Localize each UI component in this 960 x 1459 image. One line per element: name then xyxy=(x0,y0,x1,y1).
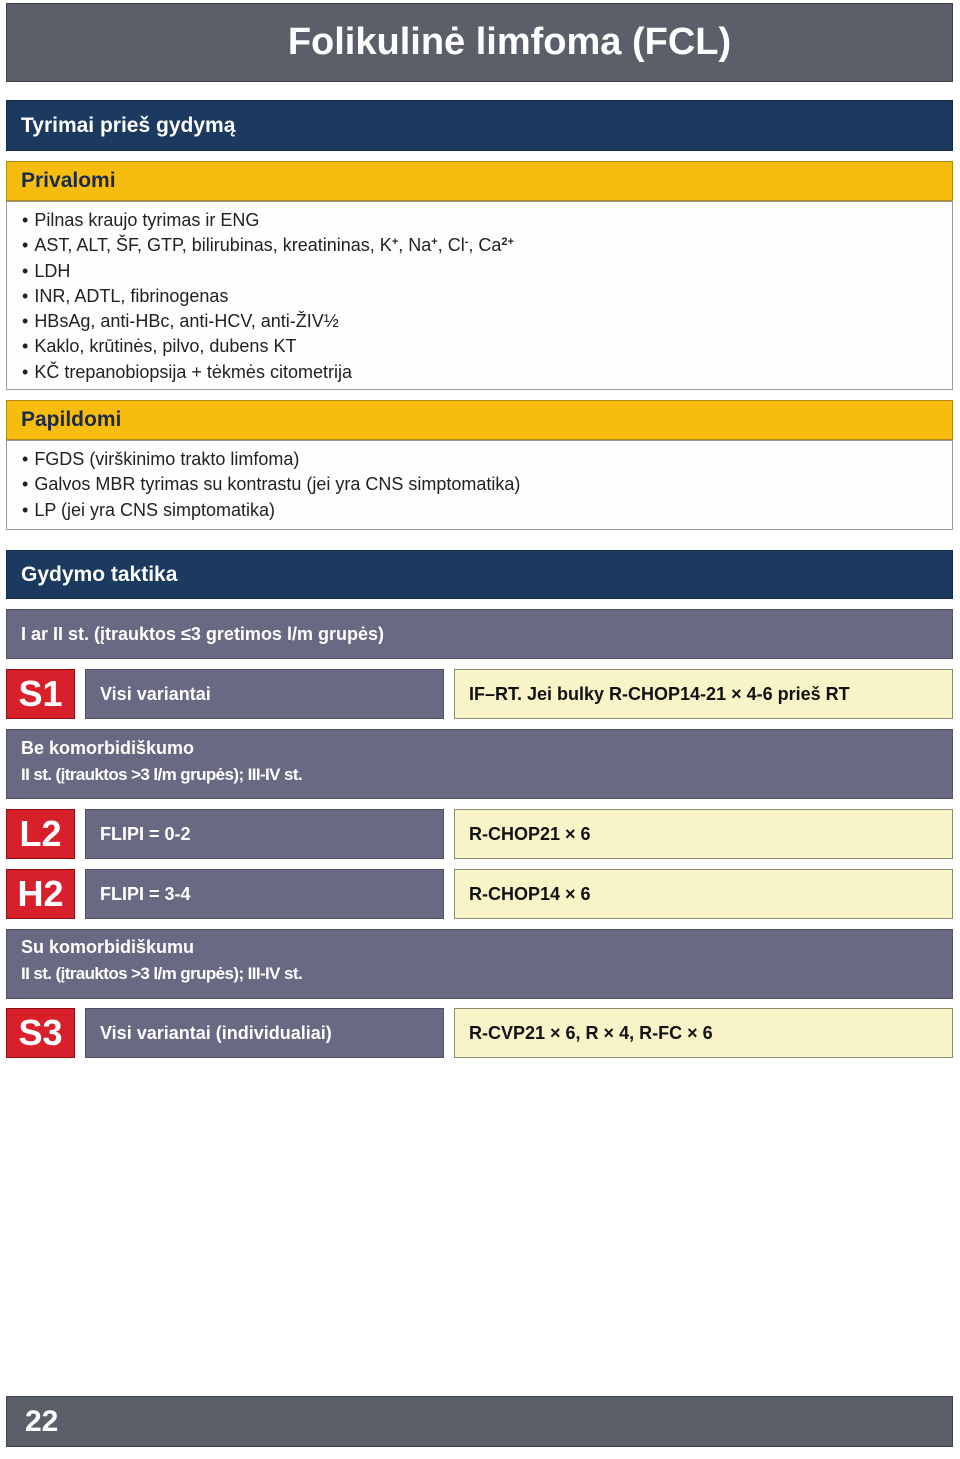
with-comorbidity-stage: II st. (įtrauktos >3 l/m grupės); III-IV st. xyxy=(21,964,303,983)
code-s1-badge: S1 xyxy=(6,669,75,719)
list-item: • KČ trepanobiopsija + tėkmės citometrija xyxy=(22,360,952,385)
mandatory-list xyxy=(22,208,952,385)
tests-section-title: Tyrimai prieš gydymą xyxy=(21,113,236,137)
tests-section-header xyxy=(6,100,953,151)
list-item: • Galvos MBR tyrimas su kontrastu (jei yra CNS simptomatika) xyxy=(22,472,952,497)
with-comorbidity-title: Su komorbidiškumu xyxy=(21,937,195,957)
no-comorbidity-stage: II st. (įtrauktos >3 l/m grupės); III-IV st. xyxy=(21,765,303,784)
page-footer xyxy=(6,1396,953,1447)
page-title-text: Folikulinė limfoma (FCL) xyxy=(287,21,732,63)
mandatory-title: Privalomi xyxy=(21,169,116,192)
no-comorbidity-banner xyxy=(6,729,953,799)
treatment-section-title: Gydymo taktika xyxy=(21,562,178,586)
list-item: • LP (jei yra CNS simptomatika) xyxy=(22,498,952,523)
no-comorbidity-title: Be komorbidiškumo xyxy=(21,738,195,758)
treatment-section-header xyxy=(6,550,953,599)
code-s3-badge: S3 xyxy=(6,1008,75,1058)
s1-criteria: Visi variantai xyxy=(85,669,444,719)
h2-criteria: FLIPI = 3-4 xyxy=(85,869,444,919)
l2-therapy: R-CHOP21 × 6 xyxy=(454,809,953,859)
list-item: • HBsAg, anti-HBc, anti-HCV, anti-ŽIV½ xyxy=(22,309,952,334)
mandatory-list-panel xyxy=(6,201,953,390)
additional-list-panel xyxy=(6,440,953,530)
stage-early-text: I ar II st. (įtrauktos ≤3 gretimos l/m grupės) xyxy=(21,623,384,644)
code-l2-badge: L2 xyxy=(6,809,75,859)
s3-therapy: R-CVP21 × 6, R × 4, R-FC × 6 xyxy=(454,1008,953,1058)
s1-therapy: IF–RT. Jei bulky R-CHOP14-21 × 4-6 prieš RT xyxy=(454,669,953,719)
additional-header xyxy=(6,400,953,440)
stage-early-banner xyxy=(6,609,953,659)
list-item: • LDH xyxy=(22,259,952,284)
s3-criteria: Visi variantai (individualiai) xyxy=(85,1008,444,1058)
page-title xyxy=(6,3,953,82)
l2-criteria: FLIPI = 0-2 xyxy=(85,809,444,859)
list-item: • Kaklo, krūtinės, pilvo, dubens KT xyxy=(22,334,952,359)
h2-therapy: R-CHOP14 × 6 xyxy=(454,869,953,919)
additional-title: Papildomi xyxy=(21,408,122,431)
additional-list xyxy=(22,447,952,523)
list-item: • FGDS (virškinimo trakto limfoma) xyxy=(22,447,952,472)
list-item: • Pilnas kraujo tyrimas ir ENG xyxy=(22,208,952,233)
list-item: • AST, ALT, ŠF, GTP, bilirubinas, kreatininas, K+, Na+, Cl-, $Ca^{2+}$ xyxy=(22,233,952,258)
with-comorbidity-banner xyxy=(6,929,953,999)
code-h2-badge: H2 xyxy=(6,869,75,919)
page-number: 22 xyxy=(25,1404,59,1438)
list-item: • INR, ADTL, fibrinogenas xyxy=(22,284,952,309)
mandatory-header xyxy=(6,161,953,201)
